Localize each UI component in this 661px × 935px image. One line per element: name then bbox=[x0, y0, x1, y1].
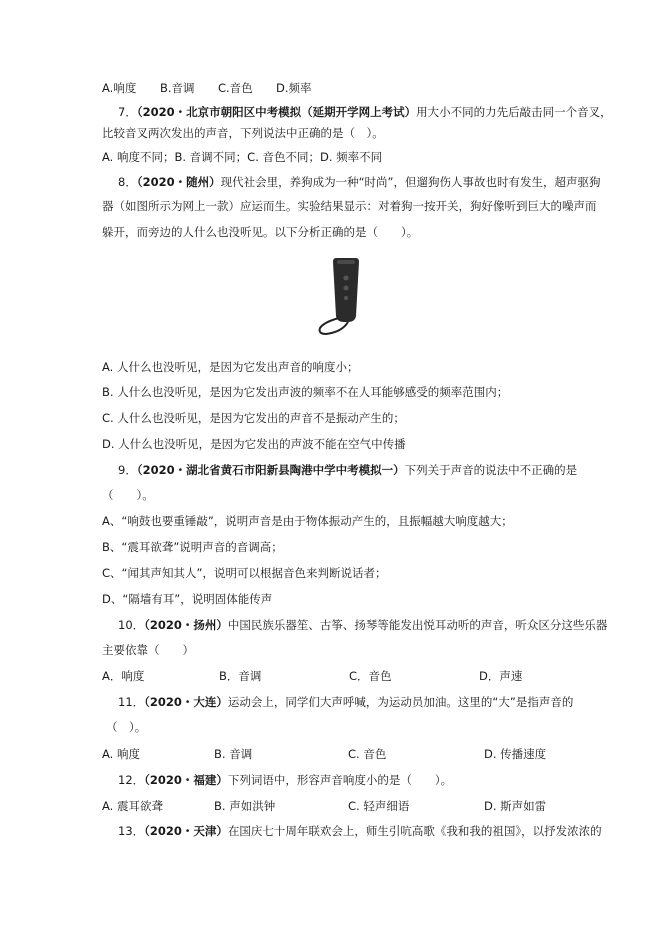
q7-number: 7． bbox=[118, 105, 137, 119]
q8-stem-line3: 躲开，而旁边的人什么也没听见。以下分析正确的是（ ）。 bbox=[102, 225, 419, 239]
q10-stem: 中国民族乐器笙、古筝、扬琴等能发出悦耳动听的声音，听众区分这些乐器 bbox=[227, 618, 608, 632]
q12-number: 12． bbox=[118, 773, 145, 787]
q6-option-b: B.音调 bbox=[160, 81, 195, 95]
q9-number: 9． bbox=[118, 463, 137, 477]
q9-option-b: B、“震耳欲聋”说明声音的音调高； bbox=[102, 540, 283, 554]
q10-stem-line1 bbox=[118, 617, 607, 633]
q8-stem-line2: 器（如图所示为网上一款）应运而生。实验结果显示：对着狗一按开关，狗好像听到巨大的噪声而 bbox=[102, 199, 597, 213]
q11-stem-line2: （ ）。 bbox=[106, 720, 147, 734]
q10-option-a: A．响度 bbox=[102, 669, 145, 683]
q10-source: （2020・扬州） bbox=[144, 618, 228, 632]
q12-option-c: C. 轻声细语 bbox=[348, 799, 410, 813]
q8-stem-line1 bbox=[118, 174, 601, 190]
q12-option-a: A. 震耳欲聋 bbox=[102, 799, 163, 813]
q9-option-a: A、“响鼓也要重锤敲”，说明声音是由于物体振动产生的，且振幅越大响度越大； bbox=[102, 514, 513, 528]
q8-source: （2020・随州） bbox=[136, 175, 221, 189]
q9-stem: 下列关于声音的说法中不正确的是 bbox=[404, 463, 578, 477]
q7-options: A. 响度不同；B. 音调不同；C. 音色不同；D. 频率不同 bbox=[102, 150, 383, 164]
q10-option-b: B．音调 bbox=[219, 669, 262, 683]
q13-stem: 在国庆七十周年联欢会上，师生引吭高歌《我和我的祖国》，以抒发浓浓的 bbox=[227, 824, 602, 838]
q9-option-c: C、“闻其声知其人”，说明可以根据音色来判断说话者； bbox=[102, 566, 387, 580]
dog-repeller-image bbox=[312, 256, 378, 336]
q10-options bbox=[102, 668, 522, 684]
q9-stem-line1 bbox=[118, 462, 577, 478]
q12-stem: 下列词语中，形容声音响度小的是（ ）。 bbox=[227, 773, 453, 787]
q10-number: 10． bbox=[118, 618, 145, 632]
q9-option-d: D、“隔墙有耳”，说明固体能传声 bbox=[102, 592, 273, 606]
q10-stem-line2: 主要依靠（ ） bbox=[102, 643, 194, 657]
q12-option-d: D. 斯声如雷 bbox=[484, 799, 547, 813]
q11-option-b: B. 音调 bbox=[214, 747, 253, 761]
q7-stem: 用大小不同的力先后敲击同一个音叉， bbox=[416, 105, 612, 119]
q13-stem-line1 bbox=[118, 823, 602, 839]
q6-option-c: C.音色 bbox=[218, 81, 253, 95]
q12-option-b: B. 声如洪钟 bbox=[214, 799, 276, 813]
q10-option-c: C．音色 bbox=[349, 669, 392, 683]
q8-option-c: C. 人什么也没听见，是因为它发出的声音不是振动产生的； bbox=[102, 411, 405, 425]
q11-number: 11． bbox=[118, 695, 145, 709]
q13-source: （2020・天津） bbox=[144, 824, 228, 838]
q6-option-d: D.频率 bbox=[276, 81, 312, 95]
q8-option-d: D. 人什么也没听见，是因为它发出的声波不能在空气中传播 bbox=[102, 437, 406, 451]
q7-stem-line1 bbox=[118, 104, 612, 120]
q8-stem: 现代社会里，养狗成为一种“时尚”，但遛狗伤人事故也时有发生，超声驱狗 bbox=[220, 175, 601, 189]
q7-source: （2020・北京市朝阳区中考模拟（延期开学网上考试） bbox=[136, 105, 417, 119]
q12-stem-line1 bbox=[118, 772, 452, 788]
q11-stem-line1 bbox=[118, 694, 573, 710]
q13-number: 13． bbox=[118, 824, 145, 838]
q11-source: （2020・大连） bbox=[144, 695, 228, 709]
q12-options bbox=[102, 798, 546, 814]
q6-option-a: A.响度 bbox=[102, 81, 137, 95]
q12-source: （2020・福建） bbox=[144, 773, 228, 787]
q6-options bbox=[102, 80, 312, 96]
q11-option-a: A. 响度 bbox=[102, 747, 140, 761]
q7-stem-line2: 比较音叉两次发出的声音，下列说法中正确的是（ ）。 bbox=[102, 126, 384, 140]
q9-stem-line2: （ ）。 bbox=[102, 488, 154, 502]
q11-options bbox=[102, 746, 546, 762]
q11-option-c: C. 音色 bbox=[348, 747, 387, 761]
q8-option-b: B. 人什么也没听见，是因为它发出声波的频率不在人耳能够感受的频率范围内； bbox=[102, 385, 509, 399]
q8-option-a: A. 人什么也没听见，是因为它发出声音的响度小； bbox=[102, 360, 359, 374]
q11-stem: 运动会上，同学们大声呼喊，为运动员加油。这里的“大”是指声音的 bbox=[227, 695, 574, 709]
q8-number: 8． bbox=[118, 175, 137, 189]
q10-option-d: D．声速 bbox=[479, 669, 523, 683]
q11-option-d: D. 传播速度 bbox=[484, 747, 547, 761]
q9-source: （2020・湖北省黄石市阳新县陶港中学中考模拟一） bbox=[136, 463, 405, 477]
